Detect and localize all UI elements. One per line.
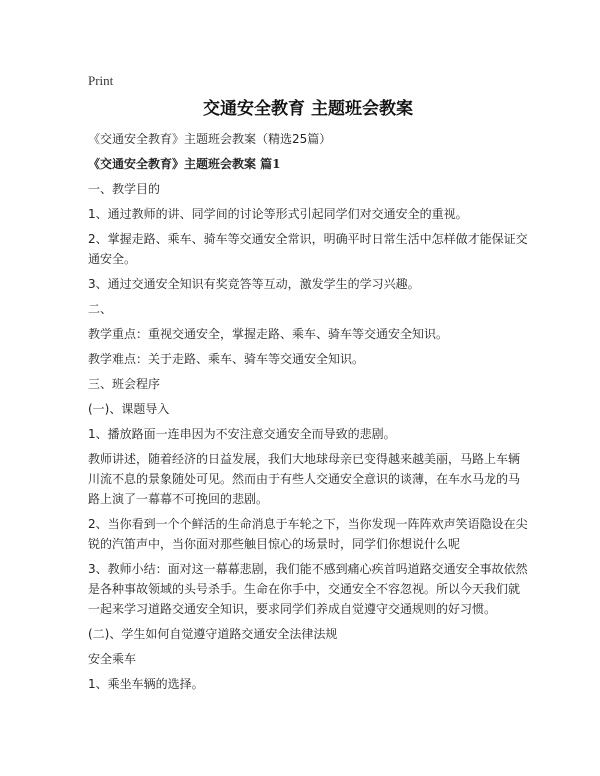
paragraph: 教师讲述，随着经济的日益发展，我们大地球母亲已变得越来越美丽，马路上车辆川流不息的景象随处可见。然而由于有些人交通安全意识的谈薄，在车水马龙的马路上演了一幕幕不可挽回的悲剧。	[88, 452, 521, 506]
paragraph: 1、通过教师的讲、同学间的讨论等形式引起同学们对交通安全的重视。	[88, 207, 468, 221]
paragraph: 三、班会程序	[88, 377, 161, 391]
paragraph: (一)、课题导入	[88, 402, 170, 416]
paragraph: 2、掌握走路、乘车、骑车等交通安全常识，明确平时日常生活中怎样做才能保证交通安全。	[88, 232, 528, 266]
paragraph: 二、	[88, 302, 113, 316]
paragraph: 1、播放路面一连串因为不安注意交通安全而导致的悲剧。	[88, 427, 396, 441]
document-page	[88, 70, 528, 699]
print-link[interactable]: Print	[88, 73, 114, 88]
paragraph: 3、教师小结：面对这一幕幕悲剧，我们能不感到痛心疾首吗道路交通安全事故依然是各种事故领域的头号杀手。生命在你手中，交通安全不容忽视。所以今天我们就一起来学习道路交通安全知识，要求同学们养成自觉遵守交通规则的好习惯。	[88, 562, 528, 616]
paragraph-intro: 《交通安全教育》主题班会教案（精选25篇）	[88, 132, 332, 146]
paragraph: 安全乘车	[88, 652, 137, 666]
paragraph: 教学难点：关于走路、乘车、骑车等交通安全知识。	[88, 352, 365, 366]
paragraph: 1、乘坐车辆的选择。	[88, 677, 204, 691]
paragraph: 一、教学目的	[88, 182, 161, 196]
paragraph: 教学重点：重视交通安全，掌握走路、乘车、骑车等交通安全知识。	[88, 327, 449, 341]
paragraph: 2、当你看到一个个鲜活的生命消息于车轮之下，当你发现一阵阵欢声笑语隐设在尖锐的汽笛声中，当你面对那些触目惊心的场景时，同学们你想说什么呢	[88, 517, 528, 551]
section-heading: 《交通安全教育》主题班会教案 篇1	[88, 157, 281, 171]
paragraph: (二)、学生如何自觉遵守道路交通安全法律法规	[88, 627, 338, 641]
paragraph: 3、通过交通安全知识有奖竞答等互动，激发学生的学习兴趣。	[88, 277, 420, 291]
page-title: 交通安全教育 主题班会教案	[203, 99, 413, 119]
